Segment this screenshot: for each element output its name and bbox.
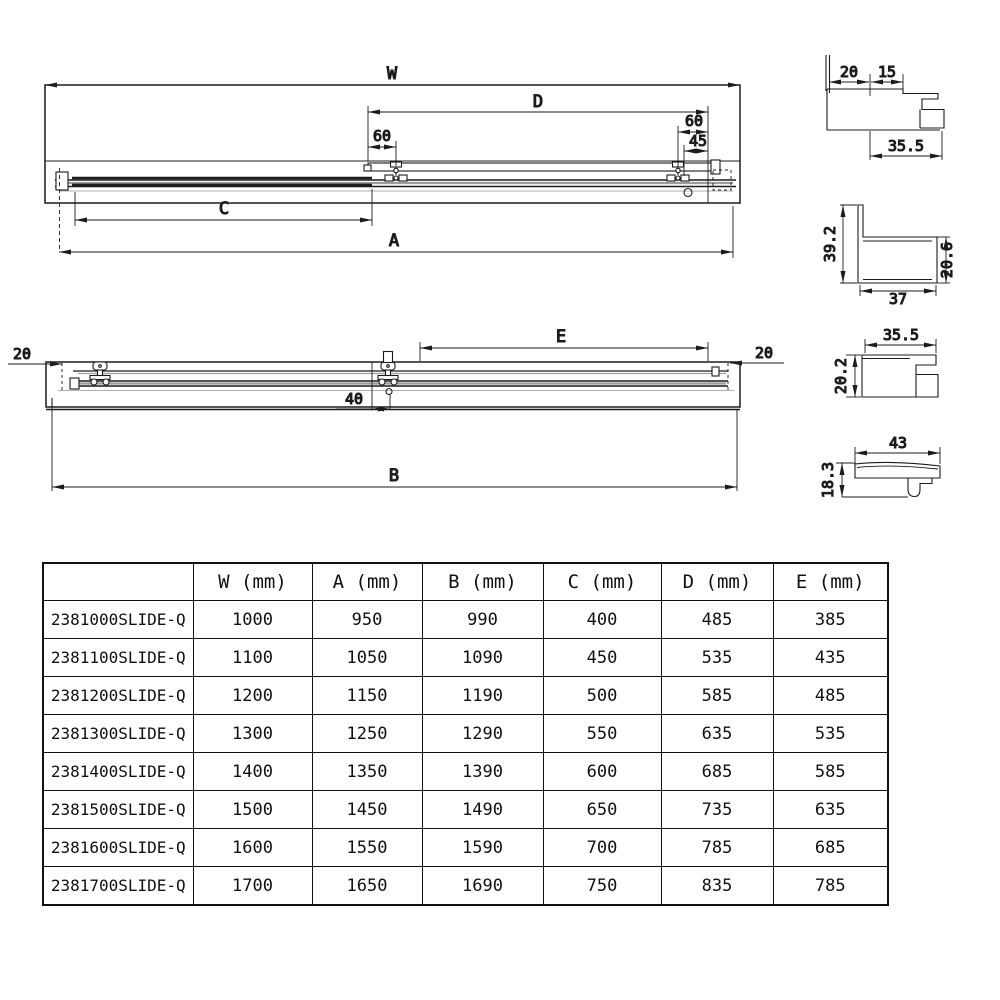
dim-label-w: W bbox=[386, 64, 398, 84]
col-header-d: D (mm) bbox=[661, 563, 773, 601]
cell-code: 2381200SLIDE-Q bbox=[43, 677, 193, 715]
dim-label-40: 40 bbox=[344, 390, 364, 408]
cell-d: 735 bbox=[661, 791, 773, 829]
cell-b: 990 bbox=[422, 601, 543, 639]
dim-label-60-right: 60 bbox=[684, 112, 704, 130]
cell-c: 750 bbox=[543, 867, 661, 906]
dim-label-a: A bbox=[388, 231, 400, 251]
cell-e: 585 bbox=[773, 753, 888, 791]
cell-w: 1200 bbox=[193, 677, 312, 715]
dim-label-20-left: 20 bbox=[12, 345, 32, 363]
dim-label-35-5: 35.5 bbox=[887, 137, 925, 155]
cell-c: 700 bbox=[543, 829, 661, 867]
cell-e: 435 bbox=[773, 639, 888, 677]
cell-e: 635 bbox=[773, 791, 888, 829]
dim-label-37: 37 bbox=[888, 290, 908, 308]
cell-e: 685 bbox=[773, 829, 888, 867]
cell-e: 485 bbox=[773, 677, 888, 715]
dim-label-d: D bbox=[532, 92, 544, 112]
cell-a: 1450 bbox=[312, 791, 422, 829]
dim-label-b: B bbox=[388, 466, 400, 486]
col-header-w: W (mm) bbox=[193, 563, 312, 601]
cell-a: 1650 bbox=[312, 867, 422, 906]
cell-code: 2381700SLIDE-Q bbox=[43, 867, 193, 906]
cell-d: 685 bbox=[661, 753, 773, 791]
cell-w: 1400 bbox=[193, 753, 312, 791]
profile-seal bbox=[819, 434, 940, 498]
dim-label-60-left: 60 bbox=[372, 127, 392, 145]
cell-w: 1000 bbox=[193, 601, 312, 639]
cell-w: 1700 bbox=[193, 867, 312, 906]
table-row bbox=[43, 601, 888, 639]
cell-w: 1300 bbox=[193, 715, 312, 753]
dim-label-39-2: 39.2 bbox=[821, 225, 839, 263]
cell-code: 2381400SLIDE-Q bbox=[43, 753, 193, 791]
dim-label-45: 45 bbox=[688, 132, 708, 150]
cell-a: 1550 bbox=[312, 829, 422, 867]
profile-bottom-track bbox=[832, 326, 938, 397]
table-row bbox=[43, 867, 888, 906]
table-row bbox=[43, 791, 888, 829]
cell-b: 1690 bbox=[422, 867, 543, 906]
cell-w: 1600 bbox=[193, 829, 312, 867]
anti-jump-clip bbox=[384, 352, 393, 363]
sliding-panel-top bbox=[368, 163, 719, 171]
dim-label-c: C bbox=[218, 199, 230, 219]
dim-label-15: 15 bbox=[877, 63, 897, 81]
cell-e: 385 bbox=[773, 601, 888, 639]
table-row bbox=[43, 677, 888, 715]
cell-w: 1100 bbox=[193, 639, 312, 677]
front-view-drawing bbox=[8, 327, 784, 491]
cell-code: 2381500SLIDE-Q bbox=[43, 791, 193, 829]
dim-label-20-right: 20 bbox=[754, 344, 774, 362]
table-row bbox=[43, 753, 888, 791]
cell-a: 1250 bbox=[312, 715, 422, 753]
cell-c: 600 bbox=[543, 753, 661, 791]
cell-w: 1500 bbox=[193, 791, 312, 829]
cell-e: 535 bbox=[773, 715, 888, 753]
dim-label-20: 20 bbox=[839, 63, 859, 81]
cell-d: 535 bbox=[661, 639, 773, 677]
col-header-a: A (mm) bbox=[312, 563, 422, 601]
cell-c: 500 bbox=[543, 677, 661, 715]
dim-label-20-6: 20.6 bbox=[938, 241, 956, 279]
profile-top-track bbox=[826, 55, 944, 160]
col-header-e: E (mm) bbox=[773, 563, 888, 601]
cell-code: 2381100SLIDE-Q bbox=[43, 639, 193, 677]
dim-label-e: E bbox=[555, 327, 567, 347]
cell-b: 1190 bbox=[422, 677, 543, 715]
dim-label-18-3: 18.3 bbox=[819, 461, 837, 499]
wall-bracket bbox=[56, 172, 68, 190]
dim-label-35-5b: 35.5 bbox=[882, 326, 920, 344]
table-row bbox=[43, 829, 888, 867]
table-row bbox=[43, 639, 888, 677]
col-header-c: C (mm) bbox=[543, 563, 661, 601]
cell-d: 785 bbox=[661, 829, 773, 867]
cell-a: 1150 bbox=[312, 677, 422, 715]
cell-code: 2381600SLIDE-Q bbox=[43, 829, 193, 867]
cell-c: 450 bbox=[543, 639, 661, 677]
cell-d: 485 bbox=[661, 601, 773, 639]
cell-b: 1090 bbox=[422, 639, 543, 677]
col-header-b: B (mm) bbox=[422, 563, 543, 601]
cell-a: 1050 bbox=[312, 639, 422, 677]
table-header-row bbox=[43, 563, 888, 601]
dim-label-20-2: 20.2 bbox=[832, 357, 850, 395]
cell-b: 1490 bbox=[422, 791, 543, 829]
top-view-drawing bbox=[45, 64, 740, 258]
cell-a: 950 bbox=[312, 601, 422, 639]
cell-a: 1350 bbox=[312, 753, 422, 791]
cell-b: 1390 bbox=[422, 753, 543, 791]
cell-c: 650 bbox=[543, 791, 661, 829]
cell-d: 635 bbox=[661, 715, 773, 753]
cell-c: 550 bbox=[543, 715, 661, 753]
cell-b: 1290 bbox=[422, 715, 543, 753]
cell-e: 785 bbox=[773, 867, 888, 906]
dim-label-43: 43 bbox=[888, 434, 908, 452]
cell-d: 835 bbox=[661, 867, 773, 906]
col-header-code bbox=[43, 563, 193, 601]
size-table bbox=[42, 562, 889, 906]
cell-d: 585 bbox=[661, 677, 773, 715]
cell-b: 1590 bbox=[422, 829, 543, 867]
table-row bbox=[43, 715, 888, 753]
cell-c: 400 bbox=[543, 601, 661, 639]
cell-code: 2381000SLIDE-Q bbox=[43, 601, 193, 639]
profile-wall bbox=[821, 205, 956, 308]
cell-code: 2381300SLIDE-Q bbox=[43, 715, 193, 753]
